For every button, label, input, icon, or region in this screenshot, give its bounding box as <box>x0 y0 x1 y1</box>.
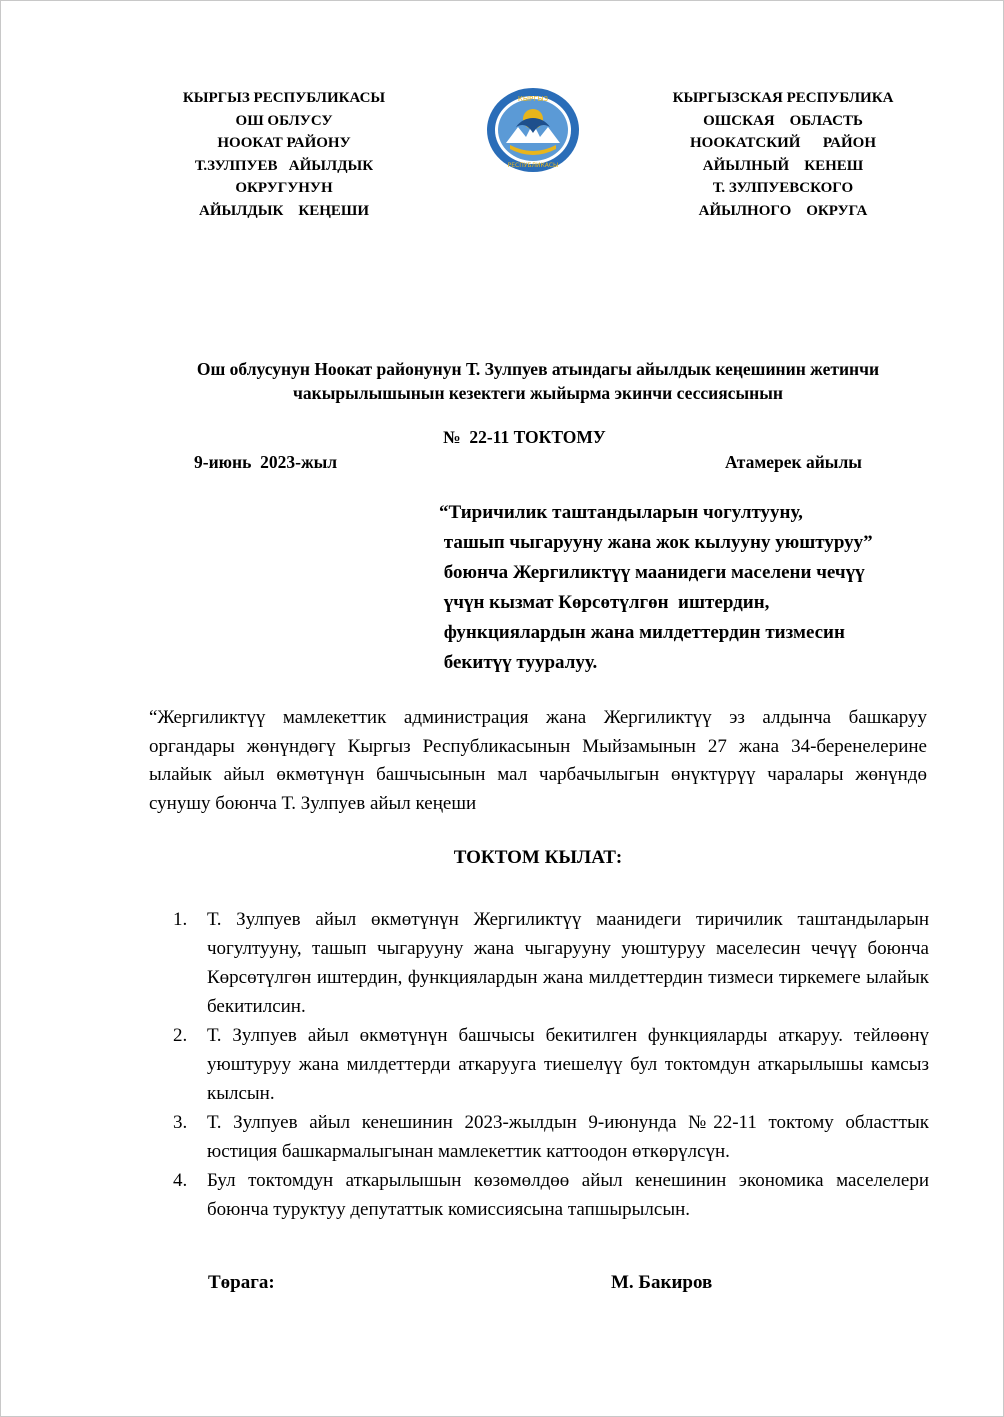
header-russian <box>633 87 933 223</box>
session-title: Ош облусунун Ноокат районунун Т. Зулпуев атындагы айылдык кеңешинин жетинчи чакырылышынын кезектеги жыйырма экинчи сессиясынын <box>196 359 880 403</box>
list-item <box>173 1021 929 1108</box>
list-item <box>173 1166 929 1224</box>
signature-name: М. Бакиров <box>611 1272 713 1293</box>
subject-line: функциялардын жана милдеттердин тизмесин <box>439 622 845 643</box>
decree-number: № 22-11 ТОКТОМУ <box>443 427 606 447</box>
header-line: ОШСКАЯ ОБЛАСТЬ <box>703 112 863 129</box>
emblem-top-text: КЫРГЫЗ <box>517 95 549 103</box>
item-text: Бул токтомдун аткарылышын көзөмөлдөө айыл кенешинин экономика маселелери боюнча туруктуу депутаттык комиссиясына тапшырылсын. <box>207 1170 929 1220</box>
list-item <box>173 905 929 1021</box>
header-line: Т. ЗУЛПУЕВСКОГО <box>712 180 854 197</box>
subject-line: бекитүү тууралуу. <box>439 652 598 673</box>
signature-role: Төрага: <box>208 1272 275 1293</box>
subject-line: үчүн кызмат Көрсөтүлгөн иштердин, <box>439 592 770 613</box>
item-text: Т. Зулпуев айыл өкмөтүнүн башчысы бекитилген функцияларды аткаруу. тейлөөнү уюштуруу жана милдеттерди аткарууга тиешелүү бул токтомдун аткарылышы камсыз кылсын. <box>207 1025 929 1104</box>
decree-subject <box>439 498 939 678</box>
state-emblem-icon <box>486 87 580 173</box>
header-line: АЙЫЛНОГО ОКРУГА <box>698 202 868 219</box>
header-line: НООКАТСКИЙ РАЙОН <box>689 135 877 152</box>
item-text: Т. Зулпуев айыл кенешинин 2023-жылдын 9-июнунда №22-11 токтому областтык юстиция башкармалыгынан мамлекеттик каттоодон өткөрүлсүн. <box>207 1112 929 1162</box>
header-line: ОКРУГУНУН <box>235 180 333 197</box>
header-line: ОШ ОБЛУСУ <box>235 112 333 129</box>
item-number: 3. <box>173 1112 188 1133</box>
header-line: Т.ЗУЛПУЕВ АЙЫЛДЫК <box>194 157 374 174</box>
header-line: КЫРГЫЗ РЕСПУБЛИКАСЫ <box>182 90 386 106</box>
decree-date: 9-июнь 2023-жыл <box>194 452 338 472</box>
header-kyrgyz <box>134 87 434 223</box>
item-number: 1. <box>173 909 188 930</box>
decree-place: Атамерек айылы <box>725 452 862 472</box>
header-line: НООКАТ РАЙОНУ <box>217 135 351 152</box>
header-line: КЫРГЫЗСКАЯ РЕСПУБЛИКА <box>672 90 894 106</box>
item-text: Т. Зулпуев айыл өкмөтүнүн Жергиликтүү маанидеги тиричилик таштандыларын чогултууну, ташып чыгарууну жана чыгарууну уюштуруу маселесин чечүү боюнча Көрсөтүлгөн иштердин, функциялардын жана милдеттердин тизмеси тиркемеге ылайык бекитилсин. <box>207 909 929 1017</box>
subject-line: ташып чыгарууну жана жок кылууну уюштуруу” <box>439 532 873 553</box>
resolves-heading: ТОКТОМ КЫЛАТ: <box>453 847 623 868</box>
resolution-list <box>173 905 929 1224</box>
item-number: 2. <box>173 1025 188 1046</box>
subject-line: “Тиричилик таштандыларын чогултууну, <box>439 502 803 523</box>
header-line: АЙЫЛДЫК КЕҢЕШИ <box>198 202 370 219</box>
preamble-paragraph: “Жергиликтүү мамлекеттик администрация жана Жергиликтүү эз алдынча башкаруу органдары жөнүндөгү Кыргыз Республикасынын Мыйзамынын 27 жана 34-беренелерине ылайык айыл өкмөтүнүн башчысынын мал чарбачылыгын өнүктүрүү чаралары жөнүндө сунушу боюнча Т. Зулпуев айыл кеңеши <box>149 707 927 814</box>
header-line: АЙЫЛНЫЙ КЕНЕШ <box>702 157 864 174</box>
emblem-bottom-text: РЕСПУБЛИКАСЫ <box>507 162 559 169</box>
subject-line: боюнча Жергиликтүү маанидеги маселени чечүү <box>439 562 865 583</box>
list-item <box>173 1108 929 1166</box>
item-number: 4. <box>173 1170 188 1191</box>
